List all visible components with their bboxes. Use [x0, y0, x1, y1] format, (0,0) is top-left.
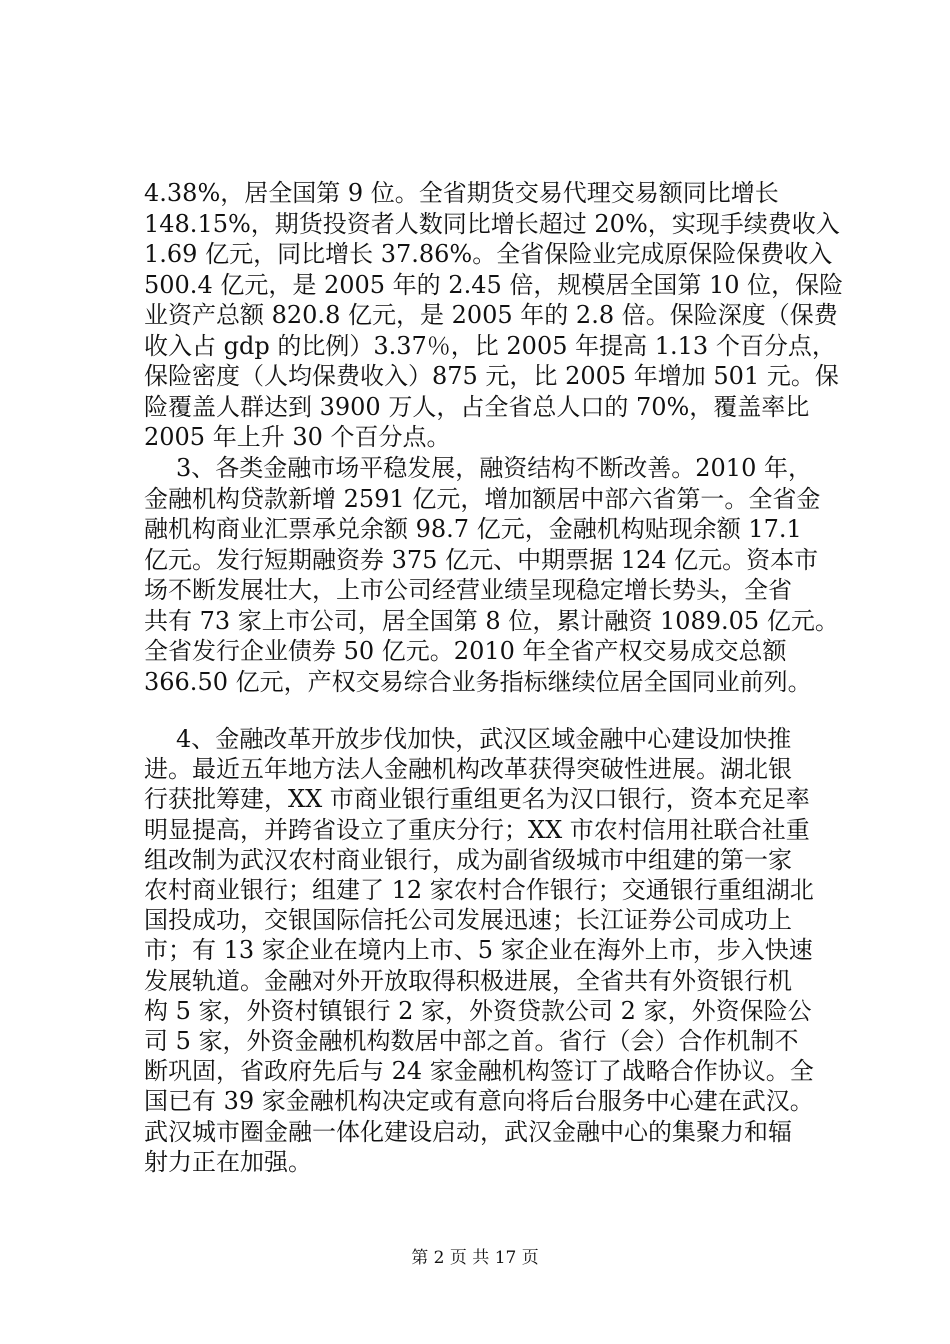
text-line: 1.69 亿元，同比增长 37.86%。全省保险业完成原保险保费收入 — [144, 240, 833, 268]
text-line: 发展轨道。金融对外开放取得积极进展，全省共有外资银行机 — [144, 967, 792, 995]
text-line: 行获批筹建，XX 市商业银行重组更名为汉口银行，资本充足率 — [144, 785, 810, 813]
text-line: 断巩固，省政府先后与 24 家金融机构签订了战略合作协议。全 — [144, 1057, 814, 1085]
text-line: 武汉城市圈金融一体化建设启动，武汉金融中心的集聚力和辐 — [144, 1118, 792, 1146]
text-line: 全省发行企业债券 50 亿元。2010 年全省产权交易成交总额 — [144, 637, 787, 665]
text-line: 3、各类金融市场平稳发展，融资结构不断改善。2010 年， — [176, 454, 812, 482]
page-number-footer: 第 2 页 共 17 页 — [411, 1248, 539, 1268]
text-line: 国投成功，交银国际信托公司发展迅速；长江证券公司成功上 — [144, 906, 792, 934]
text-line: 国已有 39 家金融机构决定或有意向将后台服务中心建在武汉。 — [144, 1087, 814, 1115]
text-line: 366.50 亿元，产权交易综合业务指标继续位居全国同业前列。 — [144, 668, 812, 696]
text-line: 险覆盖人群达到 3900 万人，占全省总人口的 70%，覆盖率比 — [144, 393, 810, 421]
text-line: 构 5 家，外资村镇银行 2 家，外资贷款公司 2 家，外资保险公 — [144, 997, 812, 1025]
text-line: 进。最近五年地方法人金融机构改革获得突破性进展。湖北银 — [144, 755, 792, 783]
text-line: 500.4 亿元，是 2005 年的 2.45 倍，规模居全国第 10 位，保险 — [144, 271, 844, 299]
text-line: 4.38%，居全国第 9 位。全省期货交易代理交易额同比增长 — [144, 179, 779, 207]
text-line: 4、金融改革开放步伐加快，武汉区域金融中心建设加快推 — [176, 725, 792, 753]
text-line: 148.15%，期货投资者人数同比增长超过 20%，实现手续费收入 — [144, 210, 840, 238]
text-line: 保险密度（人均保费收入）875 元，比 2005 年增加 501 元。保 — [144, 362, 839, 390]
text-line: 共有 73 家上市公司，居全国第 8 位，累计融资 1089.05 亿元。 — [144, 607, 839, 635]
text-line: 收入占 gdp 的比例）3.37％，比 2005 年提高 1.13 个百分点， — [144, 332, 836, 360]
text-line: 融机构商业汇票承兑余额 98.7 亿元，金融机构贴现余额 17.1 — [144, 515, 802, 543]
text-line: 市；有 13 家企业在境内上市、5 家企业在海外上市，步入快速 — [144, 936, 813, 964]
text-line: 明显提高，并跨省设立了重庆分行；XX 市农村信用社联合社重 — [144, 816, 810, 844]
text-line: 场不断发展壮大，上市公司经营业绩呈现稳定增长势头，全省 — [144, 576, 792, 604]
text-line: 金融机构贷款新增 2591 亿元，增加额居中部六省第一。全省金 — [144, 485, 821, 513]
text-line: 农村商业银行；组建了 12 家农村合作银行；交通银行重组湖北 — [144, 876, 814, 904]
text-line: 亿元。发行短期融资券 375 亿元、中期票据 124 亿元。资本市 — [144, 546, 819, 574]
text-line: 组改制为武汉农村商业银行，成为副省级城市中组建的第一家 — [144, 846, 792, 874]
text-line: 2005 年上升 30 个百分点。 — [144, 423, 451, 451]
text-line: 射力正在加强。 — [144, 1148, 312, 1176]
text-line: 司 5 家，外资金融机构数居中部之首。省行（会）合作机制不 — [144, 1027, 799, 1055]
text-line: 业资产总额 820.8 亿元，是 2005 年的 2.8 倍。保险深度（保费 — [144, 301, 838, 329]
